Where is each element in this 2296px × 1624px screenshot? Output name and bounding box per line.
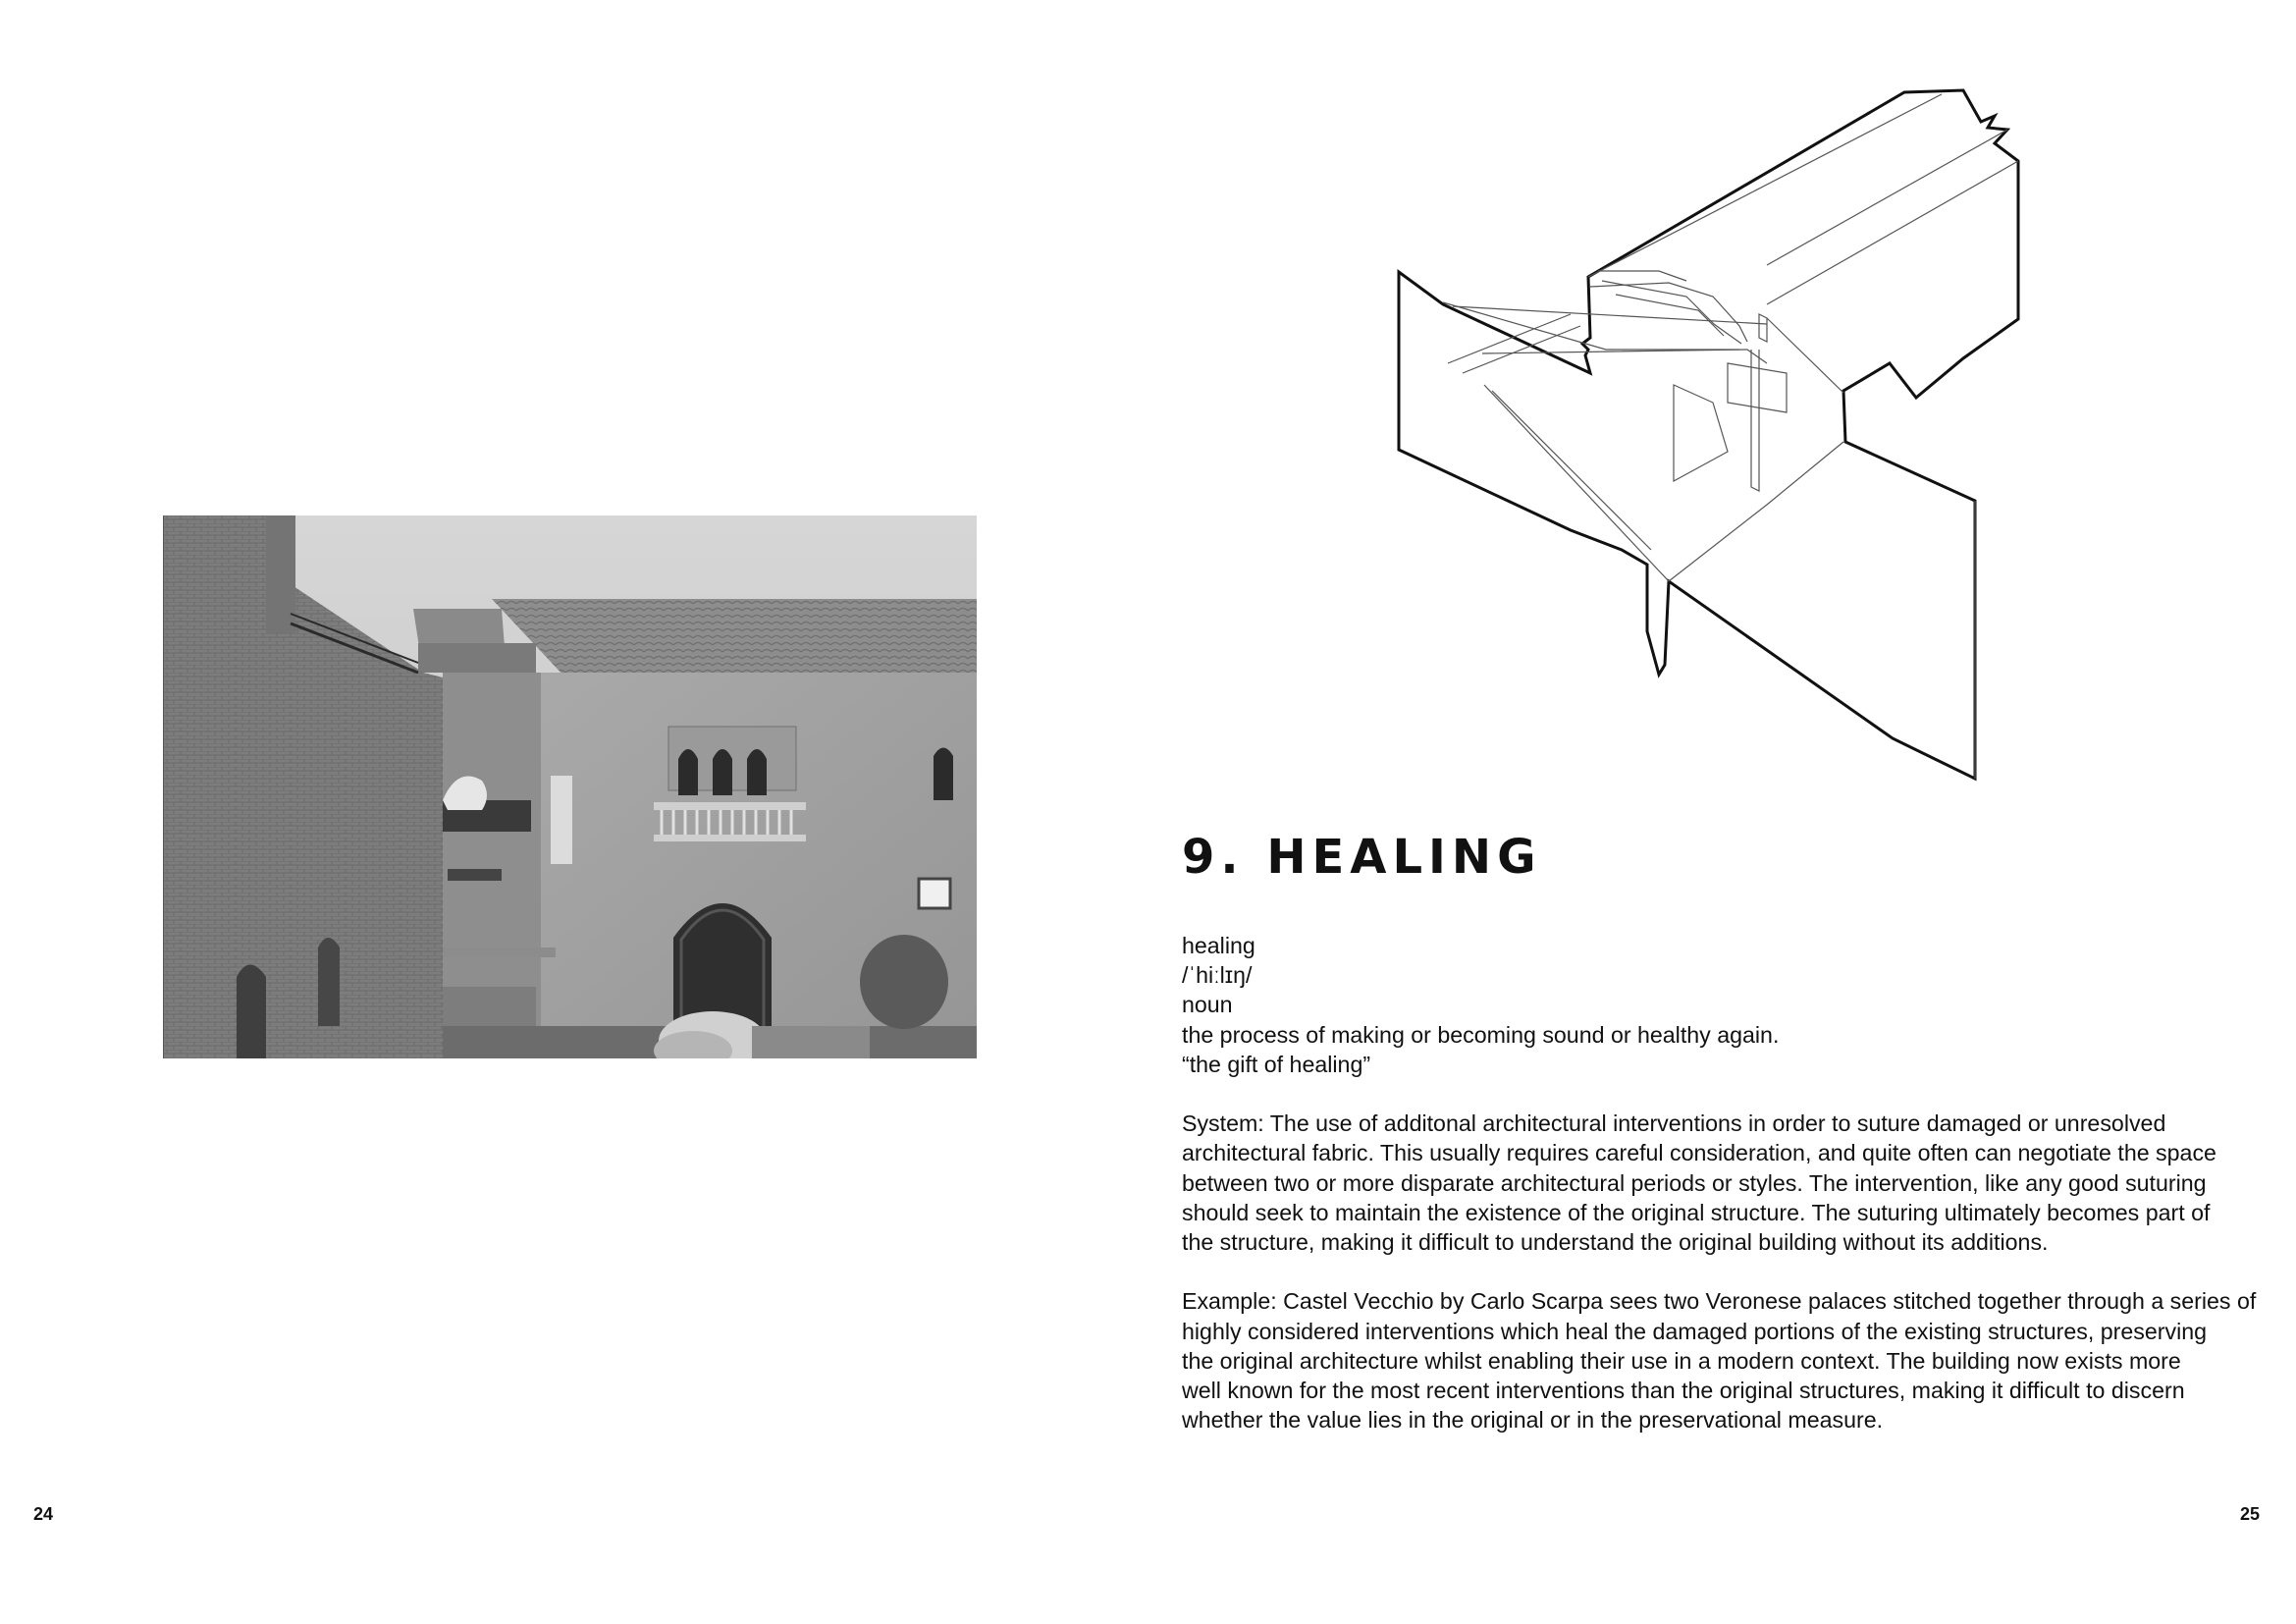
axonometric-line-drawing-icon	[1374, 79, 2081, 795]
paragraph-gap	[1182, 1257, 2271, 1286]
example-paragraph-line: the original architecture whilst enabling their use in a modern context. The building now exists more	[1182, 1347, 2181, 1374]
example-paragraph-line: whether the value lies in the original or in the preservational measure.	[1182, 1407, 1884, 1434]
section-title: 9. HEALING	[1182, 830, 1542, 885]
paragraph-gap	[1182, 1079, 2271, 1109]
system-paragraph-line: the structure, making it difficult to understand the original building without its additions.	[1182, 1229, 2049, 1256]
page-number-right: 25	[2240, 1504, 2261, 1524]
castel-vecchio-photograph	[163, 515, 977, 1058]
photograph-icon	[163, 515, 977, 1058]
page-number-left: 24	[33, 1504, 54, 1524]
axonometric-drawing	[1374, 79, 2081, 795]
example-paragraph-line: well known for the most recent interventions than the original structures, making it difficult to discern	[1182, 1378, 2185, 1404]
definition-meaning: the process of making or becoming sound or healthy again.	[1182, 1021, 1780, 1048]
system-paragraph-line: System: The use of additonal architectural interventions in order to suture damaged or unresolved	[1182, 1110, 2166, 1137]
example-paragraph-line: Example: Castel Vecchio by Carlo Scarpa sees two Veronese palaces stitched together through a series of	[1182, 1288, 2257, 1315]
definition-word: healing	[1182, 933, 1255, 958]
system-paragraph-line: architectural fabric. This usually requires careful consideration, and quite often can negotiate the space	[1182, 1140, 2216, 1166]
definition-pronunciation: /ˈhiːlɪŋ/	[1182, 962, 1253, 989]
definition-part-of-speech: noun	[1182, 992, 1233, 1018]
system-paragraph-line: between two or more disparate architectural periods or styles. The intervention, like any good suturing	[1182, 1169, 2207, 1196]
example-paragraph-line: highly considered interventions which heal the damaged portions of the existing structures, preserving	[1182, 1318, 2208, 1344]
definition-example: “the gift of healing”	[1182, 1051, 1371, 1077]
body-text	[1182, 931, 2271, 1435]
system-paragraph-line: should seek to maintain the existence of the original structure. The suturing ultimately becomes part of	[1182, 1199, 2211, 1225]
